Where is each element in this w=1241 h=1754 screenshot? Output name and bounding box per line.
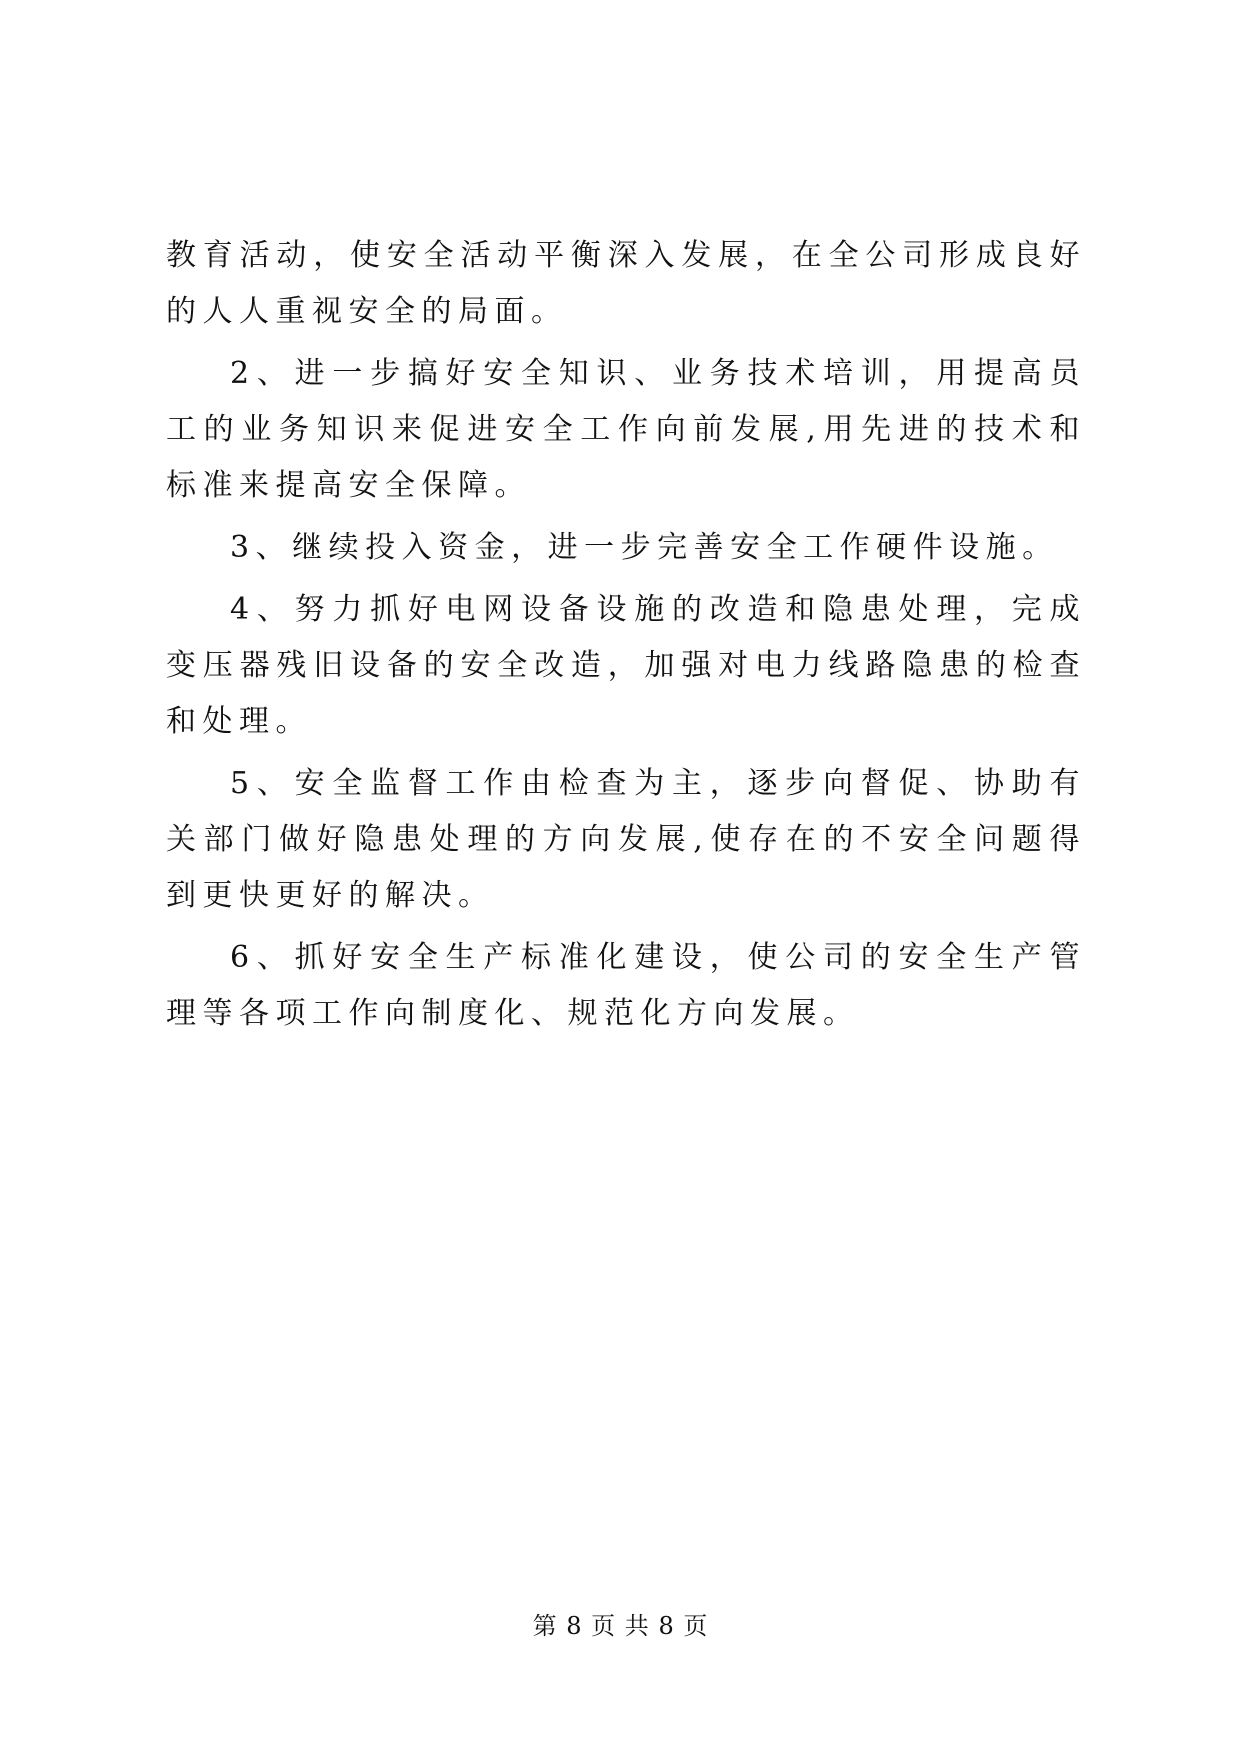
- document-body: [166, 228, 1086, 1048]
- paragraph-continuation: 教育活动，使安全活动平衡深入发展，在全公司形成良好的人人重视安全的局面。: [166, 238, 1086, 329]
- paragraph-item-2: 2、进一步搞好安全知识、业务技术培训，用提高员工的业务知识来促进安全工作向前发展,用先进的技术和标准来提高安全保障。: [166, 356, 1086, 503]
- paragraph-item-4: 4、努力抓好电网设备设施的改造和隐患处理，完成变压器残旧设备的安全改造，加强对电力线路隐患的检查和处理。: [166, 592, 1086, 739]
- paragraph-item-5: 5、安全监督工作由检查为主，逐步向督促、协助有关部门做好隐患处理的方向发展,使存在的不安全问题得到更快更好的解决。: [166, 766, 1086, 913]
- paragraph-item-3: 3、继续投入资金，进一步完善安全工作硬件设施。: [230, 530, 1059, 565]
- page-number-footer: 第 8 页 共 8 页: [532, 1612, 709, 1640]
- paragraph-item-6: 6、抓好安全生产标准化建设，使公司的安全生产管理等各项工作向制度化、规范化方向发展。: [166, 940, 1086, 1031]
